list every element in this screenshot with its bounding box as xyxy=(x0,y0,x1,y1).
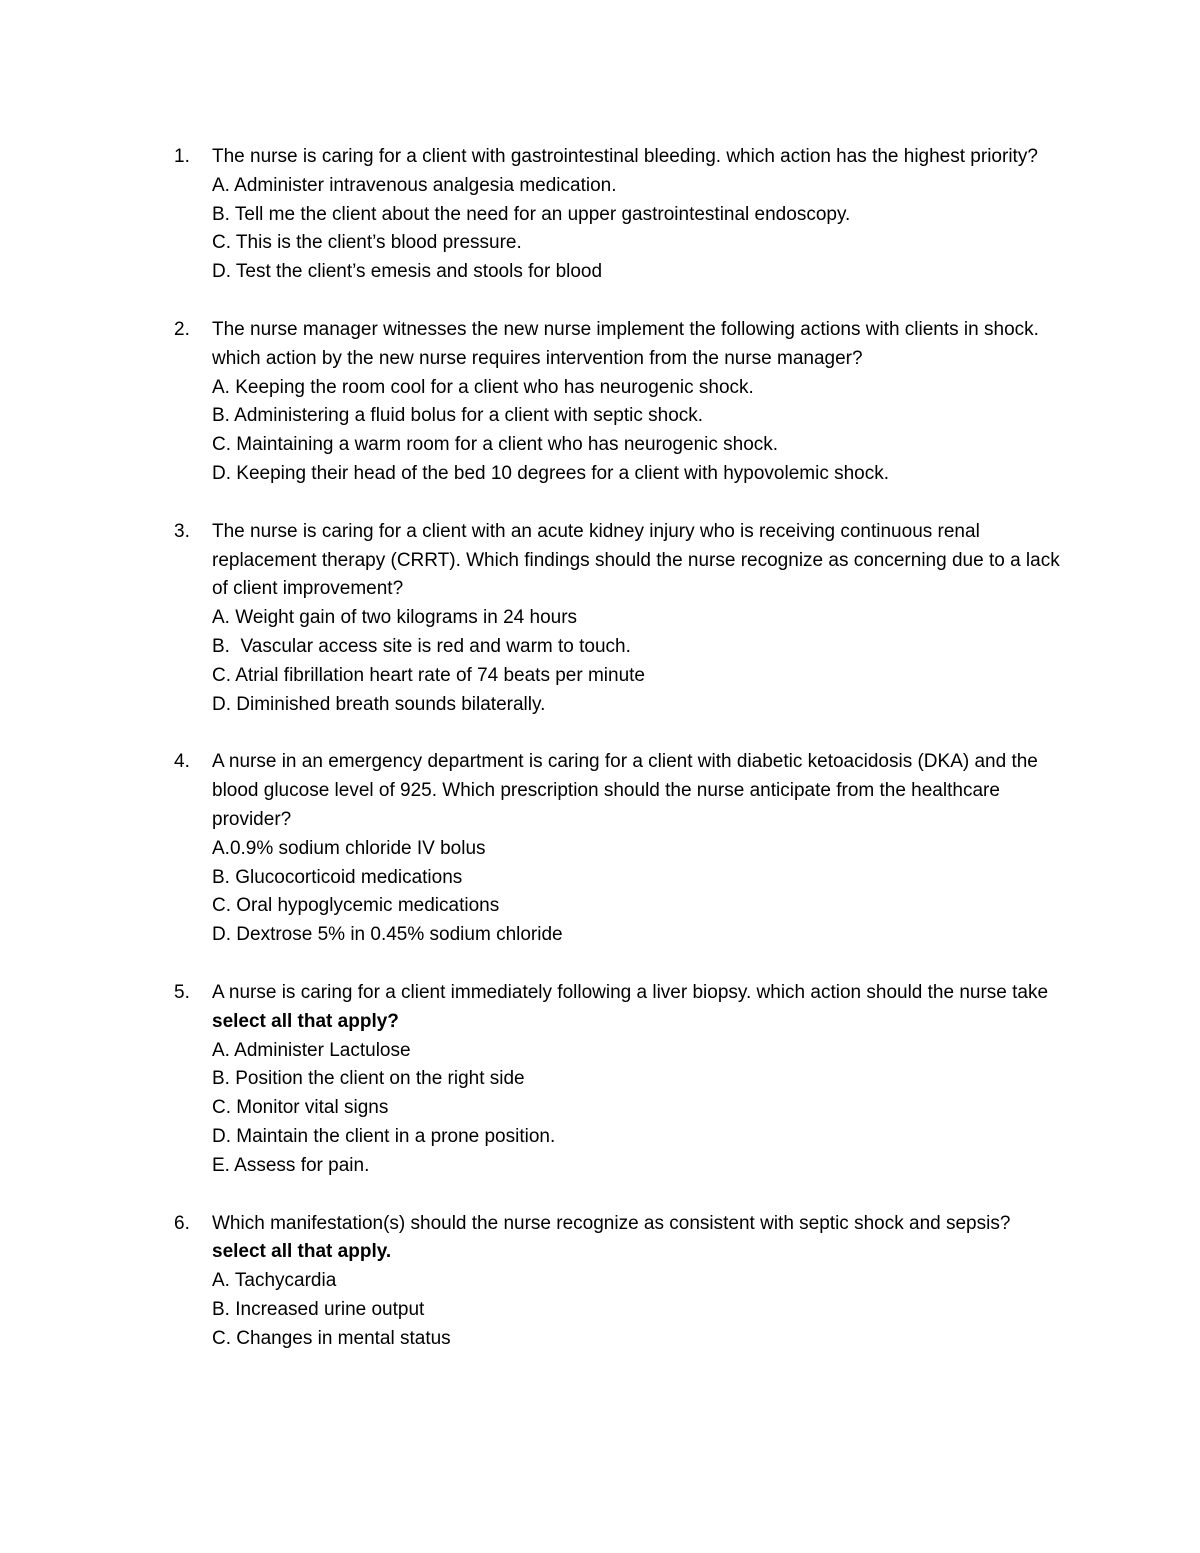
answer-option: C. Maintaining a warm room for a client who has neurogenic shock. xyxy=(212,434,779,456)
answer-option: C. This is the client’s blood pressure. xyxy=(212,232,522,254)
question-number: 4. xyxy=(174,751,190,773)
question-body xyxy=(212,143,1072,287)
question-body xyxy=(212,979,1072,1181)
question-5 xyxy=(0,979,1200,1181)
answer-option: B. Increased urine output xyxy=(212,1298,425,1320)
question-stem xyxy=(212,979,1072,1037)
question-stem-text: The nurse manager witnesses the new nurse implement the following actions with clients in shock. which action by the new nurse requires intervention from the nurse manager? xyxy=(212,318,1039,369)
answer-option: C. Atrial fibrillation heart rate of 74 beats per minute xyxy=(212,664,646,686)
question-list xyxy=(0,143,1200,1382)
answer-option: D. Diminished breath sounds bilaterally. xyxy=(212,693,546,715)
question-stem-text: A nurse is caring for a client immediately following a liver biopsy. which action should the nurse take xyxy=(212,981,1054,1003)
question-6 xyxy=(0,1210,1200,1354)
select-all-instruction: select all that apply? xyxy=(212,1010,399,1032)
answer-option: A.0.9% sodium chloride IV bolus xyxy=(212,837,486,859)
answer-option: E. Assess for pain. xyxy=(212,1154,370,1176)
answer-option: A. Weight gain of two kilograms in 24 hours xyxy=(212,607,578,629)
question-body xyxy=(212,316,1072,489)
answer-option: D. Test the client’s emesis and stools for blood xyxy=(212,261,603,283)
answer-option: A. Administer Lactulose xyxy=(212,1039,411,1061)
answer-option: C. Oral hypoglycemic medications xyxy=(212,895,500,917)
answer-option: B. Administering a fluid bolus for a client with septic shock. xyxy=(212,405,704,427)
question-stem xyxy=(212,316,1072,374)
question-number: 2. xyxy=(174,318,190,340)
question-number: 3. xyxy=(174,520,190,542)
question-stem xyxy=(212,748,1072,834)
question-3 xyxy=(0,518,1200,720)
answer-option: D. Keeping their head of the bed 10 degrees for a client with hypovolemic shock. xyxy=(212,462,890,484)
answer-option: C. Changes in mental status xyxy=(212,1327,451,1349)
question-stem-text: The nurse is caring for a client with gastrointestinal bleeding. which action has the highest priority? xyxy=(212,146,1038,167)
question-body xyxy=(212,518,1072,720)
answer-option: C. Monitor vital signs xyxy=(212,1097,389,1119)
question-4 xyxy=(0,748,1200,950)
question-1 xyxy=(0,143,1200,287)
answer-option: B. Position the client on the right side xyxy=(212,1068,525,1090)
question-body xyxy=(212,1210,1072,1354)
answer-option: D. Maintain the client in a prone position. xyxy=(212,1125,556,1147)
answer-option: B. Vascular access site is red and warm to touch. xyxy=(212,635,631,657)
answer-option: D. Dextrose 5% in 0.45% sodium chloride xyxy=(212,924,563,946)
question-stem-text: Which manifestation(s) should the nurse recognize as consistent with septic shock and sepsis? xyxy=(212,1212,1021,1234)
question-2 xyxy=(0,316,1200,489)
answer-option: A. Administer intravenous analgesia medication. xyxy=(212,174,617,196)
select-all-instruction: select all that apply. xyxy=(212,1241,392,1263)
answer-option: A. Keeping the room cool for a client who has neurogenic shock. xyxy=(212,376,754,398)
answer-option: B. Tell me the client about the need for an upper gastrointestinal endoscopy. xyxy=(212,203,851,225)
answer-option: B. Glucocorticoid medications xyxy=(212,866,463,888)
question-number: 6. xyxy=(174,1212,190,1234)
answer-option: A. Tachycardia xyxy=(212,1270,337,1292)
question-stem-text: A nurse in an emergency department is caring for a client with diabetic ketoacidosis (DKA) and the blood glucose level of 925. Which prescription should the nurse anticipate from the healthcare provider? xyxy=(212,751,1038,830)
question-stem xyxy=(212,1210,1072,1268)
question-body xyxy=(212,748,1072,950)
question-stem xyxy=(212,518,1072,604)
question-number: 5. xyxy=(174,981,190,1003)
question-number: 1. xyxy=(174,146,190,167)
question-stem xyxy=(212,143,1072,172)
question-stem-text: The nurse is caring for a client with an acute kidney injury who is receiving continuous renal replacement therapy (CRRT). Which findings should the nurse recognize as concerning due to a lack of client improvement? xyxy=(212,520,1060,600)
